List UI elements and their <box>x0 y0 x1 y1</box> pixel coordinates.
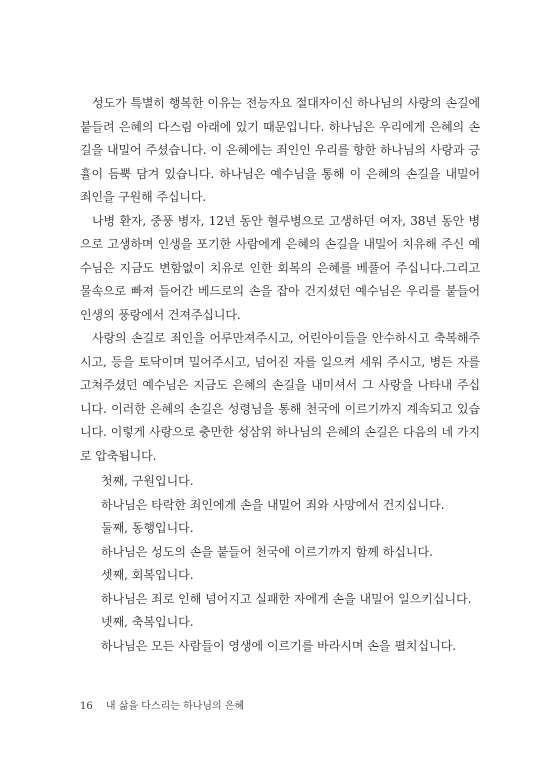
paragraph-2: 나병 환자, 중풍 병자, 12년 동안 혈루병으로 고생하던 여자, 38년 동안 병으로 고생하며 인생을 포기한 사람에게 은혜의 손길을 내밀어 치유해 주신 예수님은 지금도 변함없이 치유로 인한 회복의 은혜를 베풀어 주십니다.그리고 물속으로 빠져 들어간 베드로의 손을 잡아 건지셨던 예수님은 우리를 붙들어 인생의 풍랑에서 건져주십니다. <box>80 213 480 322</box>
list-desc-1: 하나님은 타락한 죄인에게 손을 내밀어 죄와 사망에서 건지십니다. <box>101 497 445 512</box>
body-text <box>80 92 480 468</box>
list-desc-3: 하나님은 죄로 인해 넘어지고 실패한 자에게 손을 내밀어 일으키십니다. <box>101 591 472 606</box>
list-heading-1: 첫째, 구원입니다. <box>101 474 194 488</box>
list-desc-2: 하나님은 성도의 손을 붙들어 천국에 이르기까지 함께 하십니다. <box>101 544 433 559</box>
list-heading-4: 넷째, 축복입니다. <box>101 615 194 629</box>
list-heading-2: 둘째, 동행입니다. <box>101 521 194 535</box>
four-graces-list <box>80 470 480 658</box>
list-desc-4: 하나님은 모든 사람들이 영생에 이르기를 바라시며 손을 펼치십니다. <box>101 638 457 653</box>
list-heading-3: 셋째, 회복입니다. <box>101 568 194 582</box>
book-title: 내 삶을 다스리는 하나님의 은혜 <box>105 701 245 712</box>
paragraph-3: 사랑의 손길로 죄인을 어루만져주시고, 어린아이들을 안수하시고 축복해주시고, 등을 토닥이며 밀어주시고, 넘어진 자를 일으켜 세워 주시고, 병든 자를 고쳐주셨던 예수님은 지금도 은혜의 손길을 내미셔서 그 사랑을 나타내 주십니다. 이러한 은혜의 손길은 성령님을 통해 천국에 이르기까지 계속되고 있습니다. 이렇게 사랑으로 충만한 성삼위 하나님의 은혜의 손길은 다음의 네 가지로 압축됩니다. <box>80 331 480 463</box>
page-number: 16 <box>80 701 93 712</box>
page-footer <box>80 697 244 712</box>
paragraph-1: 성도가 특별히 행복한 이유는 전능자요 절대자이신 하나님의 사랑의 손길에 붙들려 은혜의 다스림 아래에 있기 때문입니다. 하나님은 우리에게 은혜의 손길을 내밀어 주셨습니다. 이 은혜에는 죄인인 우리를 향한 하나님의 사랑과 긍휼이 듬뿍 담겨 있습니다. 하나님은 예수님을 통해 이 은혜의 손길을 내밀어 죄인을 구원해 주십니다. <box>80 96 480 204</box>
